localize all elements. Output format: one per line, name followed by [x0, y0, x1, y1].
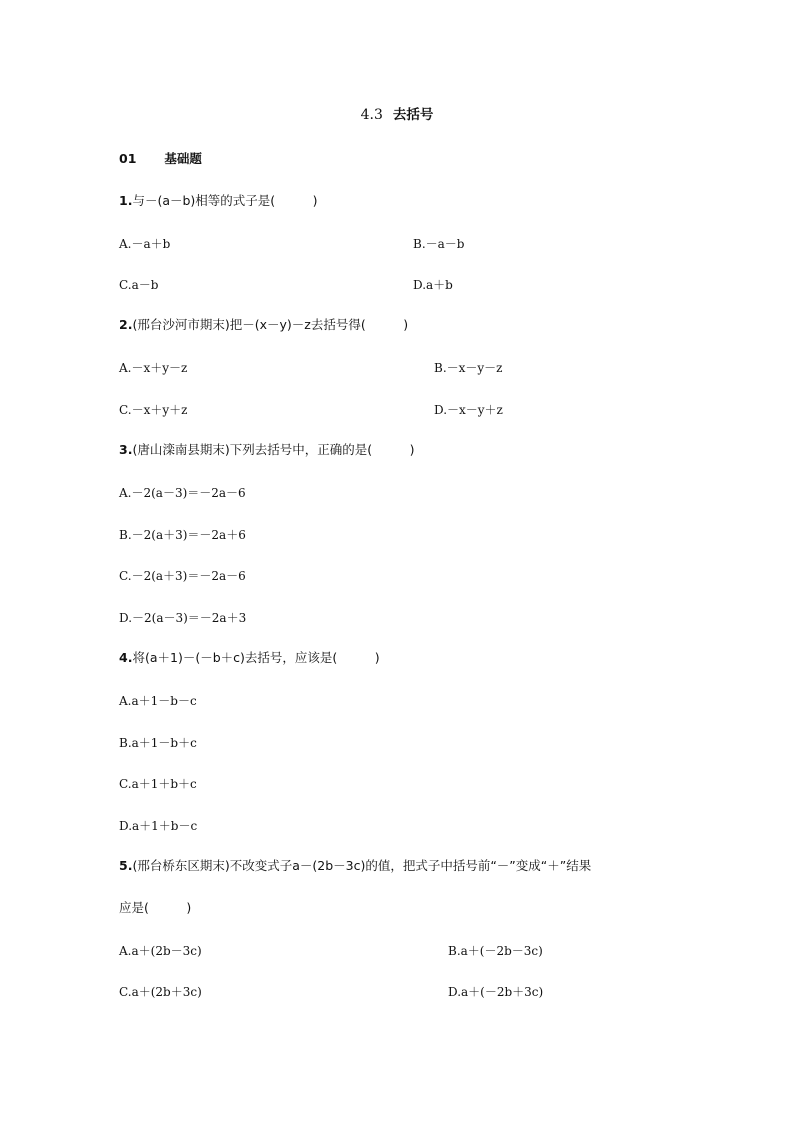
question-4-option-b: B.a＋1－b＋c: [119, 736, 197, 750]
question-3-stem: [119, 442, 414, 458]
question-4-stem: [119, 650, 380, 666]
question-number: 4.: [119, 650, 133, 665]
question-2-option-a: A.－x＋y－z: [119, 361, 188, 375]
question-number: 5.: [119, 858, 133, 873]
question-text: 将(a＋1)－(－b＋c)去括号，应该是( ): [132, 650, 380, 665]
question-2-option-b: B.－x－y－z: [434, 361, 503, 375]
question-3-option-d: D.－2(a－3)＝－2a＋3: [119, 611, 247, 625]
question-3-option-a: A.－2(a－3)＝－2a－6: [119, 486, 246, 500]
question-4-option-a: A.a＋1－b－c: [119, 694, 197, 708]
section-name: 基础题: [164, 151, 202, 166]
question-1-option-d: D.a＋b: [413, 278, 453, 292]
question-number: 2.: [119, 317, 133, 332]
question-2-stem: [119, 317, 408, 333]
question-text: (邢台桥东区期末)不改变式子a－(2b－3c)的值，把式子中括号前“－”变成“＋”结果: [132, 858, 592, 873]
question-5-stem: [119, 858, 591, 874]
question-5-option-a: A.a＋(2b－3c): [119, 944, 202, 958]
question-1-option-a: A.－a＋b: [119, 237, 171, 251]
question-1-stem: [119, 193, 318, 209]
title-number: 4.3: [360, 107, 383, 123]
question-3-option-b: B.－2(a＋3)＝－2a＋6: [119, 528, 246, 542]
question-1-option-b: B.－a－b: [413, 237, 465, 251]
question-5-option-d: D.a＋(－2b＋3c): [448, 985, 544, 999]
question-3-option-c: C.－2(a＋3)＝－2a－6: [119, 569, 246, 583]
section-number: 01: [119, 151, 137, 166]
question-4-option-c: C.a＋1＋b＋c: [119, 777, 197, 791]
question-number: 1.: [119, 193, 133, 208]
question-2-option-d: D.－x－y＋z: [434, 403, 503, 417]
question-5-option-b: B.a＋(－2b－3c): [448, 944, 543, 958]
question-5-option-c: C.a＋(2b＋3c): [119, 985, 202, 999]
question-2-option-c: C.－x＋y＋z: [119, 403, 188, 417]
question-5-stem-continued: 应是( ): [119, 900, 192, 915]
title-text: 去括号: [392, 107, 434, 123]
section-heading: [119, 151, 202, 167]
question-number: 3.: [119, 442, 133, 457]
question-text: (邢台沙河市期末)把－(x－y)－z去括号得( ): [132, 317, 409, 332]
question-text: 与－(a－b)相等的式子是( ): [132, 193, 318, 208]
question-1-option-c: C.a－b: [119, 278, 159, 292]
question-text: (唐山滦南县期末)下列去括号中，正确的是( ): [132, 442, 415, 457]
question-4-option-d: D.a＋1＋b－c: [119, 819, 198, 833]
page-title: [0, 106, 794, 124]
